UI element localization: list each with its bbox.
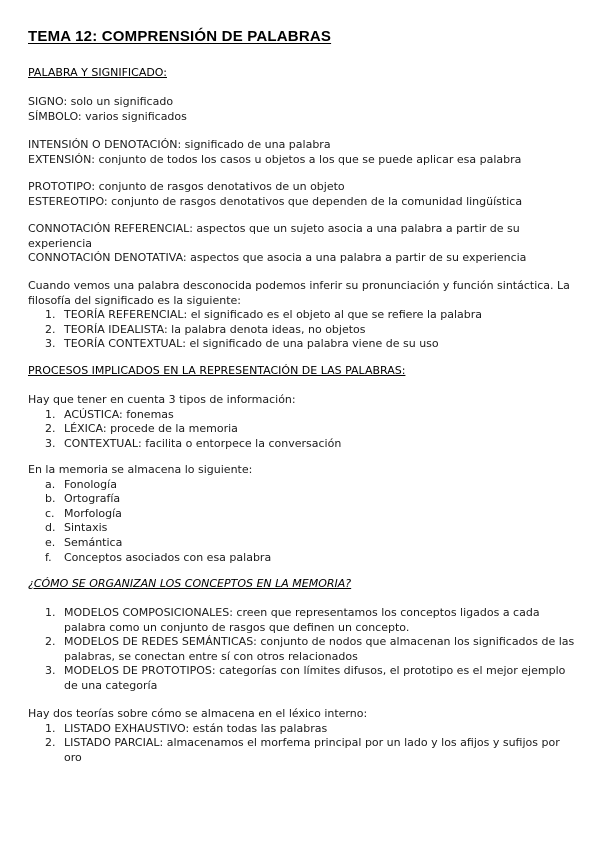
paragraph-intro: Hay que tener en cuenta 3 tipos de información: bbox=[28, 393, 296, 406]
paragraph-intro: Hay dos teorías sobre cómo se almacena en el léxico interno: bbox=[28, 707, 368, 720]
prototipo-estereotipo-group bbox=[28, 180, 576, 209]
section-conceptos bbox=[28, 577, 576, 592]
modelos-list bbox=[28, 606, 576, 694]
definition-prototipo: PROTOTIPO: conjunto de rasgos denotativos de un objeto bbox=[28, 180, 345, 193]
list-item: 1. LISTADO EXHAUSTIVO: están todas las palabras bbox=[45, 721, 328, 735]
section-heading: PALABRA Y SIGNIFICADO: bbox=[28, 66, 167, 79]
paragraph-intro: Cuando vemos una palabra desconocida podemos inferir su pronunciación y función sintáctica. La filosofía del significado es la siguiente: bbox=[28, 279, 570, 307]
definition-signo: SIGNO: solo un significado bbox=[28, 95, 174, 108]
section-palabra-significado bbox=[28, 66, 576, 81]
list-item: 2. LISTADO PARCIAL: almacenamos el morfema principal por un lado y los afijos y sufijos por oro bbox=[45, 736, 560, 764]
list-item: 3. CONTEXTUAL: facilita o entorpece la conversación bbox=[45, 436, 342, 450]
list-item: 1. TEORÍA REFERENCIAL: el significado es el objeto al que se refiere la palabra bbox=[45, 308, 482, 322]
intension-extension-group bbox=[28, 138, 576, 167]
list-item: a. Fonología bbox=[45, 477, 117, 491]
list-item: e. Semántica bbox=[45, 535, 123, 549]
section-heading: PROCESOS IMPLICADOS EN LA REPRESENTACIÓN DE LAS PALABRAS: bbox=[28, 364, 406, 377]
list-item: f. Conceptos asociados con esa palabra bbox=[45, 550, 272, 564]
list-item: 1. MODELOS COMPOSICIONALES: creen que representamos los conceptos ligados a cada palabra como un conjunto de rasgos que definen un concepto. bbox=[45, 606, 540, 634]
memoria-list bbox=[28, 478, 576, 566]
definition-intension: INTENSIÓN O DENOTACIÓN: significado de una palabra bbox=[28, 138, 331, 151]
definition-estereotipo: ESTEREOTIPO: conjunto de rasgos denotativos que dependen de la comunidad lingüística bbox=[28, 194, 523, 208]
teorias-list bbox=[28, 308, 576, 352]
filosofia-group bbox=[28, 279, 576, 352]
list-item: 2. TEORÍA IDEALISTA: la palabra denota ideas, no objetos bbox=[45, 322, 366, 336]
signo-simbolo-group bbox=[28, 95, 576, 124]
list-item: 2. LÉXICA: procede de la memoria bbox=[45, 422, 238, 436]
list-item: 3. TEORÍA CONTEXTUAL: el significado de una palabra viene de su uso bbox=[45, 337, 439, 351]
section-procesos bbox=[28, 364, 576, 379]
lexico-list bbox=[28, 722, 576, 766]
modelos-group bbox=[28, 606, 576, 694]
list-item: c. Morfología bbox=[45, 506, 122, 520]
list-item: 1. ACÚSTICA: fonemas bbox=[45, 407, 174, 421]
memoria-group bbox=[28, 463, 576, 565]
page-title: TEMA 12: COMPRENSIÓN DE PALABRAS bbox=[28, 28, 332, 45]
list-item: 3. MODELOS DE PROTOTIPOS: categorías con límites difusos, el prototipo es el mejor ejemplo de una categoría bbox=[45, 664, 566, 692]
list-item: 2. MODELOS DE REDES SEMÁNTICAS: conjunto de nodos que almacenan los significados de las palabras, se conectan entre sí con otros relacionados bbox=[45, 635, 575, 663]
lexico-group bbox=[28, 707, 576, 765]
definition-connotacion-denotativa: CONNOTACIÓN DENOTATIVA: aspectos que asocia a una palabra a partir de su experiencia bbox=[28, 251, 527, 265]
section-heading: ¿CÓMO SE ORGANIZAN LOS CONCEPTOS EN LA MEMORIA? bbox=[28, 577, 352, 590]
list-item: b. Ortografía bbox=[45, 492, 121, 506]
informacion-list bbox=[28, 408, 576, 452]
definition-extension: EXTENSIÓN: conjunto de todos los casos u objetos a los que se puede aplicar esa palabra bbox=[28, 152, 522, 166]
connotacion-group bbox=[28, 222, 576, 266]
definition-connotacion-referencial: CONNOTACIÓN REFERENCIAL: aspectos que un sujeto asocia a una palabra a partir de su experiencia bbox=[28, 222, 520, 250]
informacion-group bbox=[28, 393, 576, 451]
paragraph-intro: En la memoria se almacena lo siguiente: bbox=[28, 463, 253, 476]
definition-simbolo: SÍMBOLO: varios significados bbox=[28, 109, 187, 123]
list-item: d. Sintaxis bbox=[45, 521, 108, 535]
